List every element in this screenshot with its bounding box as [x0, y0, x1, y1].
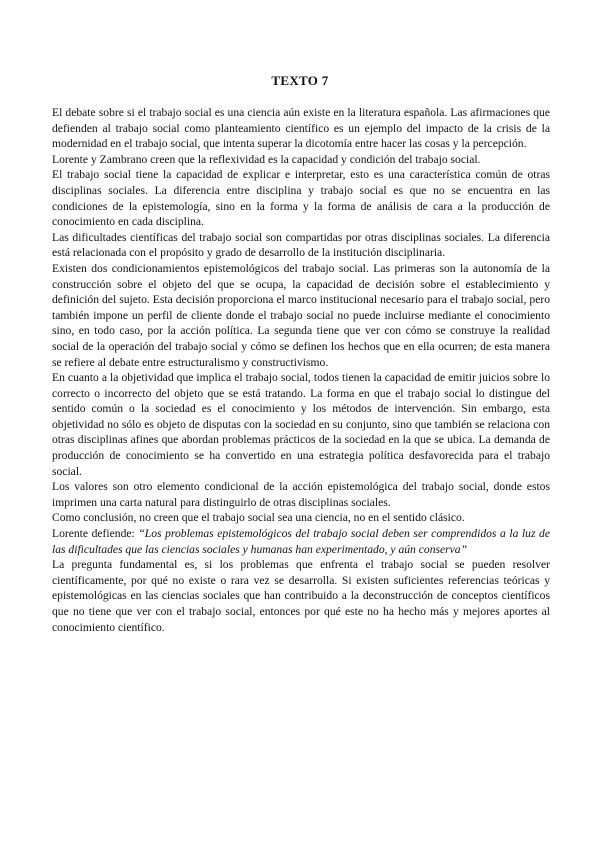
paragraph: El trabajo social tiene la capacidad de explicar e interpretar, esto es una característica común de otras disciplinas sociales. La diferencia entre disciplina y trabajo social es que no se encuentra en las condiciones de la epistemología, sino en la forma y la forma de análisis de cara a la producción de conocimiento en cada disciplina. [52, 168, 550, 229]
final-paragraph: La pregunta fundamental es, si los problemas que enfrenta el trabajo social se pueden resolver científicamente, por qué no existe o rara vez se desarrolla. Si existen suficientes referencias teóricas y epistemológicas en las ciencias sociales que han contribuido a la deconstrucción de conceptos científicos que no tiene que ver con el trabajo social, entonces por qué este no ha hecho más y mejores aportes al conocimiento científico. [52, 558, 550, 634]
paragraph: El debate sobre si el trabajo social es una ciencia aún existe en la literatura española. Las afirmaciones que defienden al trabajo social como planteamiento científico es un ejemplo del impacto de la crisis de la modernidad en el trabajo social, que intenta superar la dicotomía entre hacer las cosas y la percepción. [52, 106, 550, 151]
paragraph: Existen dos condicionamientos epistemológicos del trabajo social. Las primeras son la autonomía de la construcción sobre el objeto del que se ocupa, la capacidad de decisión sobre el establecimiento y definición del sujeto. Esta decisión proporciona el marco institucional necesario para el trabajo social, pero también impone un perfil de cliente donde el trabajo social no puede incluirse mediante el conocimiento sino, en todo caso, por la acción política. La segunda tiene que ver con cómo se construye la realidad social de la operación del trabajo social y cómo se definen los hechos que en ella ocurren; de esta manera se refiere al debate entre estructuralismo y constructivismo. [52, 261, 550, 369]
document-title: TEXTO 7 [271, 73, 329, 88]
paragraph: En cuanto a la objetividad que implica el trabajo social, todos tienen la capacidad de emitir juicios sobre lo correcto o incorrecto del objeto que se está tratando. La forma en que el trabajo social lo distingue del sentido común o la sociedad es el conocimiento y los métodos de intervención. Sin embargo, esta objetividad no sólo es objeto de disputas con la sociedad en su conjunto, sino que también se relaciona con otras disciplinas afines que abordan problemas prácticos de la sociedad en la que se ubica. La demanda de producción de conocimiento se ha convertido en una estrategia política desfavorecida para el trabajo social. [52, 371, 550, 478]
paragraph: Los valores son otro elemento condicional de la acción epistemológica del trabajo social, donde estos imprimen una carta natural para distinguirlo de otras disciplinas sociales. [52, 480, 550, 509]
quote-text: “Los problemas epistemológicos del trabajo social deben ser comprendidos a la luz de las dificultades que las ciencias sociales y humanas han experimentado, y aún conserva” [52, 527, 550, 556]
document-body [52, 105, 550, 635]
paragraph: Como conclusión, no creen que el trabajo social sea una ciencia, no en el sentido clásico. [52, 511, 465, 525]
paragraph: Las dificultades científicas del trabajo social son compartidas por otras disciplinas sociales. La diferencia está relacionada con el propósito y grado de desarrollo de la institución disciplinaria. [52, 230, 550, 260]
paragraph: Lorente y Zambrano creen que la reflexividad es la capacidad y condición del trabajo social. [52, 152, 481, 166]
quote-paragraph [52, 526, 550, 557]
quote-lead: Lorente defiende: [52, 527, 139, 541]
